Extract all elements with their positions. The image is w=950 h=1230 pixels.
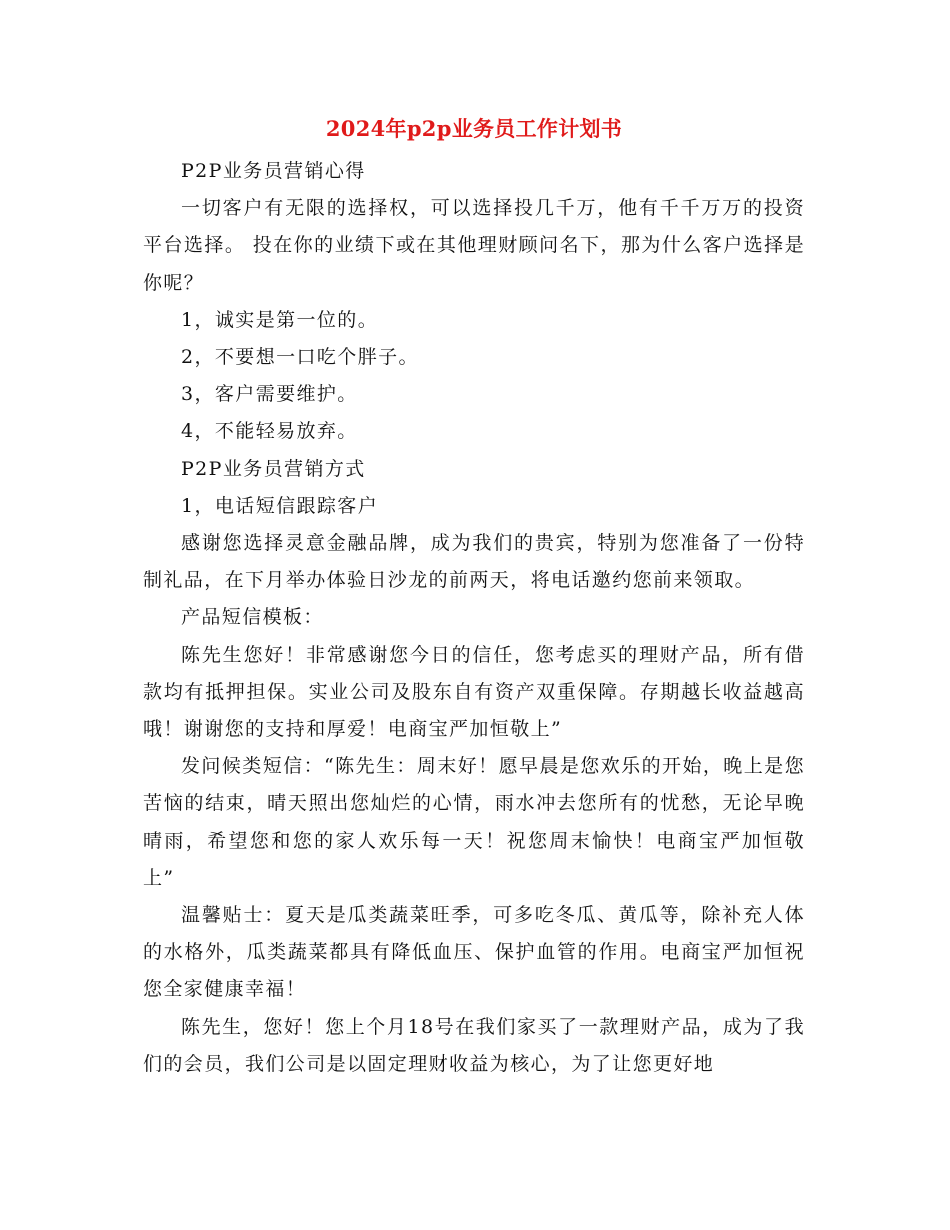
paragraph-member-followup: 陈先生，您好！您上个月18号在我们家买了一款理财产品，成为了我们的会员，我们公司是以固定理财收益为核心，为了让您更好地 [143, 1015, 805, 1075]
list-item-2: 2，不要想一口吃个胖子。 [181, 346, 419, 369]
paragraph-product-sms: 陈先生您好！非常感谢您今日的信任，您考虑买的理财产品，所有借款均有抵押担保。实业公司及股东自有资产双重保障。存期越长收益越高哦！谢谢您的支持和厚爱！电商宝严加恒敬上” [143, 643, 805, 741]
list-item-1: 1，诚实是第一位的。 [181, 308, 379, 331]
document-title: 2024年p2p业务员工作计划书 [325, 116, 623, 141]
paragraph-greeting-sms: 发问候类短信：“陈先生：周末好！愿早晨是您欢乐的开始，晚上是您苦恼的结束，晴天照出您灿烂的心情，雨水冲去您所有的忧愁，无论早晚晴雨，希望您和您的家人欢乐每一天！祝您周末愉快！电商宝严加恒敬上” [143, 755, 805, 889]
paragraph-sms-template-label: 产品短信模板： [181, 606, 324, 629]
paragraph-health-tips: 温馨贴士：夏天是瓜类蔬菜旺季，可多吃冬瓜、黄瓜等，除补充人体的水格外，瓜类蔬菜都具有降低血压、保护血管的作用。电商宝严加恒祝您全家健康幸福！ [143, 904, 805, 1001]
section-heading-marketing-methods: P2P业务员营销方式 [181, 457, 366, 480]
section-heading-marketing-insights: P2P业务员营销心得 [181, 160, 366, 182]
paragraph-customer-choice: 一切客户有无限的选择权，可以选择投几千万，他有千千万万的投资平台选择。 投在你的业绩下或在其他理财顾问名下，那为什么客户选择是你呢？ [143, 197, 805, 294]
method-item-1: 1，电话短信跟踪客户 [181, 494, 379, 517]
list-item-3: 3，客户需要维护。 [181, 383, 358, 406]
list-item-4: 4，不能轻易放弃。 [181, 420, 358, 443]
document-body [143, 153, 805, 1083]
paragraph-gift-invitation: 感谢您选择灵意金融品牌，成为我们的贵宾，特别为您准备了一份特制礼品，在下月举办体验日沙龙的前两天，将电话邀约您前来领取。 [143, 532, 805, 592]
